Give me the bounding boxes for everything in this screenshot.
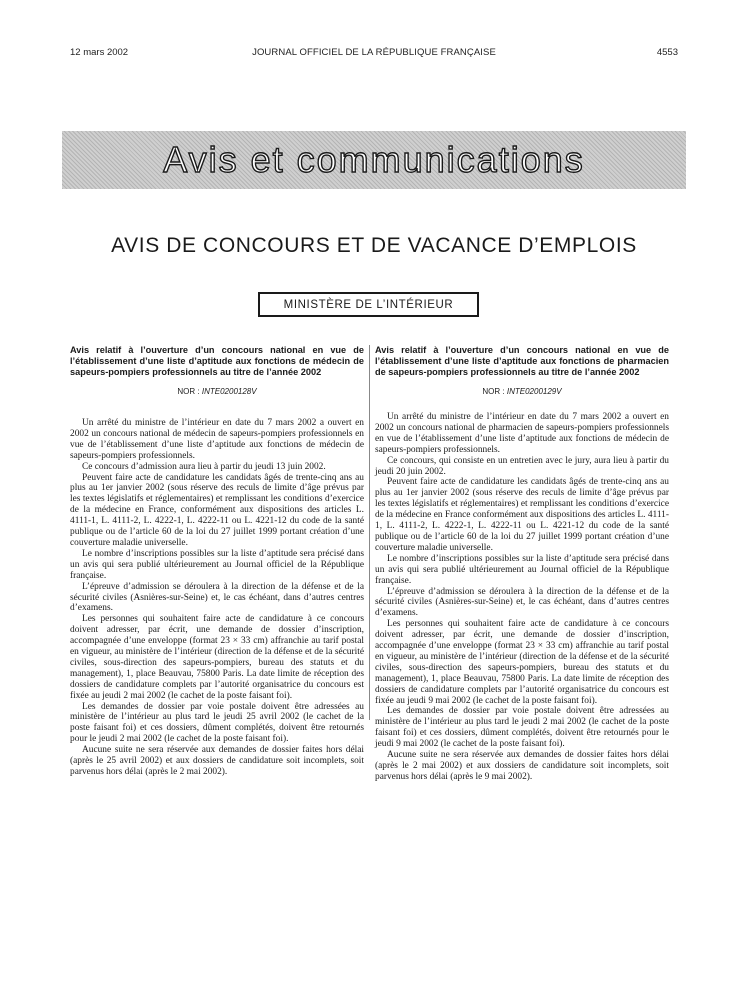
header-journal-title: JOURNAL OFFICIEL DE LA RÉPUBLIQUE FRANÇAISE	[252, 47, 496, 58]
paragraph: Un arrêté du ministre de l’intérieur en date du 7 mars 2002 a ouvert en 2002 un concours national de pharmacien de sapeurs-pompiers professionnels en vue de l’établissement d’une liste d’aptitude aux fonctions de médecin de sapeurs-pompiers professionnels.	[375, 412, 669, 455]
paragraph: Les personnes qui souhaitent faire acte de candidature à ce concours doivent adresser, par écrit, une demande de dossier d’inscription, accompagnée d’une enveloppe (format 23 × 33 cm) affranchie au tarif postal en vigueur, au ministère de l’intérieur (direction de la défense et de la sécurité civiles, sous-direction des sapeurs-pompiers, bureau des statuts et du management), 1, place Beauvau, 75800 Paris. La date limite de réception des dossiers de candidature complets par l’autorité organisatrice du concours est fixée au jeudi 2 mai 2002 (le cachet de la poste faisant foi).	[70, 614, 364, 701]
paragraph: Les personnes qui souhaitent faire acte de candidature à ce concours doivent adresser, par écrit, une demande de dossier d’inscription, accompagnée d’une enveloppe (format 23 × 33 cm) affranchie au tarif postal en vigueur, au ministère de l’intérieur (direction de la défense et de la sécurité civiles, sous-direction des sapeurs-pompiers, bureau des statuts et du management), 1, place Beauvau, 75800 Paris. La date limite de réception des dossiers de candidature complets par l’autorité organisatrice du concours est fixée au jeudi 9 mai 2002 (le cachet de la poste faisant foi).	[375, 619, 669, 706]
paragraph: Ce concours d’admission aura lieu à partir du jeudi 13 juin 2002.	[82, 461, 326, 472]
header-date: 12 mars 2002	[70, 47, 129, 58]
column-divider	[369, 345, 370, 720]
notice-right-body	[375, 412, 669, 783]
notice-left-title: Avis relatif à l’ouverture d’un concours national en vue de l’établissement d’une liste d’aptitude aux fonctions de médecin de sapeurs-pompiers professionnels au titre de l’année 2002	[70, 345, 364, 377]
banner	[62, 131, 686, 189]
nor-code: INTE0200129V	[506, 387, 562, 396]
section-title: AVIS DE CONCOURS ET DE VACANCE D’EMPLOIS	[111, 234, 637, 257]
notice-right-nor	[375, 387, 669, 396]
paragraph: L’épreuve d’admission se déroulera à la direction de la défense et de la sécurité civiles (Asnières-sur-Seine) et, le cas échéant, dans d’autres centres d’examens.	[70, 581, 364, 614]
nor-code: INTE0200128V	[201, 387, 257, 396]
paragraph: Peuvent faire acte de candidature les candidats âgés de trente-cinq ans au plus au 1er janvier 2002 (sous réserve des reculs de limite d’âge prévus par les textes législatifs et réglementaires) et remplissant les conditions d’exercice de la médecine en France conformément aux dispositions des articles L. 4111-1, L. 4111-2, L. 4222-1, L. 4222-11 ou L. 4221-12 du code de la santé publique ou de l’article 60 de la loi du 27 juillet 1999 portant création d’une couverture maladie universelle.	[375, 477, 669, 553]
paragraph: Un arrêté du ministre de l’intérieur en date du 7 mars 2002 a ouvert en 2002 un concours national de médecin de sapeurs-pompiers professionnels en vue de l’établissement d’une liste d’aptitude aux fonctions de médecin de sapeurs-pompiers professionnels.	[70, 418, 364, 461]
banner-title: Avis et communications	[163, 139, 585, 180]
paragraph: Ce concours, qui consiste en un entretien avec le jury, aura lieu à partir du jeudi 20 juin 2002.	[375, 455, 669, 477]
paragraph: Aucune suite ne sera réservée aux demandes de dossier faites hors délai (après le 2 mai 2002) et aux dossiers de candidature soit incomplets, soit parvenus hors délai (après le 9 mai 2002).	[375, 750, 669, 782]
notice-left-nor	[70, 387, 364, 396]
notice-left-body	[70, 418, 364, 778]
paragraph: Peuvent faire acte de candidature les candidats âgés de trente-cinq ans au plus au 1er janvier 2002 (sous réserve des reculs de limite d’âge prévus par les textes législatifs et réglementaires) et remplissant les conditions d’exercice de la médecine en France, conformément aux dispositions des articles L. 4111-1, L. 4111-2, L. 4222-1, L. 4222-11 ou L. 4221-12 du code de la santé publique ou de l’article 60 de la loi du 27 juillet 1999 portant création d’une couverture maladie universelle.	[70, 472, 364, 548]
paragraph: Le nombre d’inscriptions possibles sur la liste d’aptitude sera précisé dans un avis qui sera publié ultérieurement au Journal officiel de la République française.	[375, 553, 669, 586]
notice-left	[70, 345, 364, 778]
header-page-number: 4553	[656, 47, 678, 58]
notice-right	[375, 345, 669, 783]
ministry-label: MINISTÈRE DE L’INTÉRIEUR	[283, 298, 454, 311]
paragraph: Aucune suite ne sera réservée aux demandes de dossier faites hors délai (après le 25 avril 2002) et aux dossiers de candidature soit incomplets, soit parvenus hors délai (après le 2 mai 2002).	[70, 745, 364, 777]
paragraph: Le nombre d’inscriptions possibles sur la liste d’aptitude sera précisé dans un avis qui sera publié ultérieurement au Journal officiel de la République française.	[70, 548, 364, 581]
nor-label: NOR :	[177, 387, 200, 396]
paragraph: Les demandes de dossier par voie postale doivent être adressées au ministère de l’intérieur au plus tard le jeudi 25 avril 2002 (le cachet de la poste faisant foi) et ces dossiers, dûment complétés, doivent être retournés pour le jeudi 2 mai 2002 (le cachet de la poste faisant foi).	[70, 701, 364, 745]
ministry-box	[258, 292, 479, 317]
paragraph: L’épreuve d’admission se déroulera à la direction de la défense et de la sécurité civiles (Asnières-sur-Seine) et, le cas échéant, dans d’autres centres d’examens.	[375, 586, 669, 619]
notice-right-title: Avis relatif à l’ouverture d’un concours national en vue de l’établissement d’une liste d’aptitude aux fonctions de pharmacien de sapeurs-pompiers professionnels au titre de l’année 2002	[375, 345, 669, 377]
nor-label: NOR :	[482, 387, 505, 396]
paragraph: Les demandes de dossier par voie postale doivent être adressées au ministère de l’intérieur au plus tard le jeudi 2 mai 2002 (le cachet de la poste faisant foi) et ces dossiers, dûment complétés, doivent être retournés pour le jeudi 9 mai 2002 (le cachet de la poste faisant foi).	[375, 706, 669, 750]
